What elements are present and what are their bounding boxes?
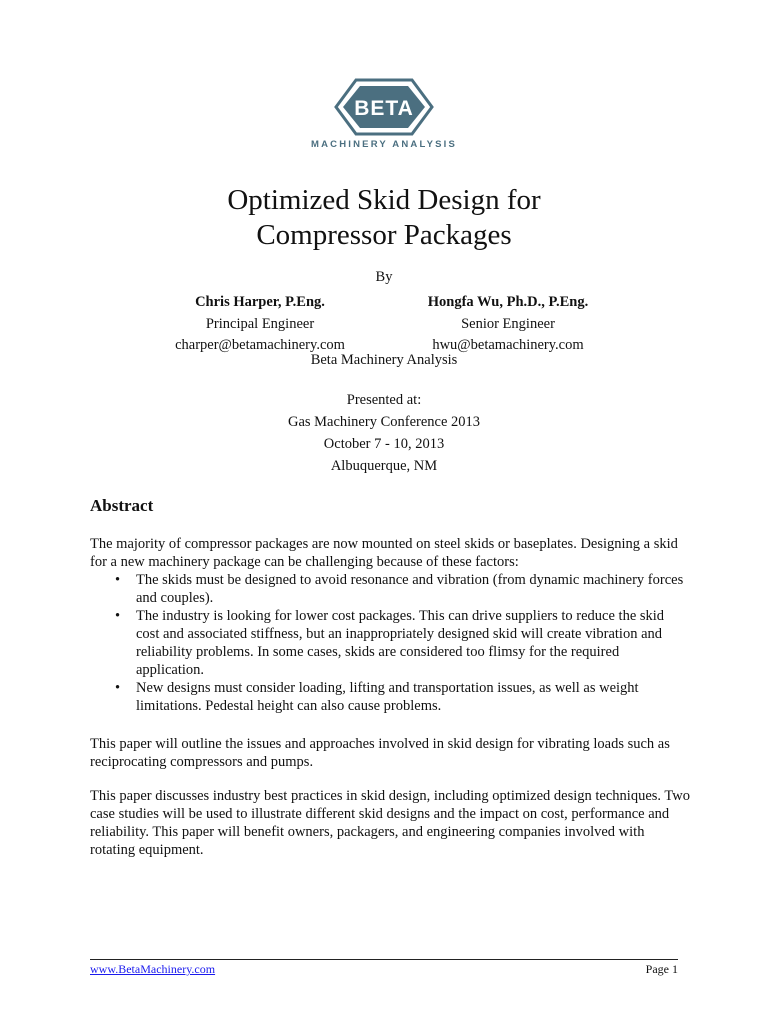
- beta-hexagon-logo-icon: [334, 78, 434, 136]
- conference-location: Albuquerque, NM: [330, 458, 438, 474]
- list-item: [90, 607, 690, 679]
- logo-tagline: MACHINERY ANALYSIS: [310, 139, 458, 150]
- company-name: Beta Machinery Analysis: [310, 352, 458, 368]
- logo-text: BETA: [354, 97, 414, 120]
- abstract-heading: Abstract: [90, 496, 154, 515]
- abstract-paragraph-2: This paper will outline the issues and approaches involved in skid design for vibrating loads such as reciprocating compressors and pumps.: [90, 736, 670, 770]
- bullet-text: The industry is looking for lower cost packages. This can drive suppliers to reduce the skid cost and associated stiffness, but an inappropriately designed skid will create vibration and reliability problems. In some cases, skids are considered too flimsy for the required application.: [136, 608, 665, 678]
- author-role: Principal Engineer: [205, 316, 315, 332]
- abstract-intro-paragraph: The majority of compressor packages are now mounted on steel skids or baseplates. Designing a skid for a new machinery package can be challenging because of these factors:: [90, 536, 678, 570]
- beta-logo: [0, 78, 768, 136]
- author-name: Chris Harper, P.Eng.: [195, 294, 325, 310]
- list-item: [90, 571, 690, 607]
- title-line-2: Compressor Packages: [256, 219, 512, 251]
- author-block: [358, 291, 658, 355]
- abstract-bullet-list: [90, 571, 690, 715]
- presented-label: Presented at:: [346, 392, 422, 408]
- author-email: charper@betamachinery.com: [175, 337, 345, 353]
- by-label: By: [375, 269, 393, 285]
- bullet-icon: •: [115, 680, 121, 696]
- conference-name: Gas Machinery Conference 2013: [287, 414, 481, 430]
- page-number: Page 1: [645, 962, 678, 976]
- abstract-paragraph-3: This paper discusses industry best practices in skid design, including optimized design techniques. Two case studies will be used to illustrate different skid designs and the impact on cost, performance and reliability. This paper will benefit owners, packagers, and engineering companies involved with rotating equipment.: [90, 788, 690, 858]
- page-title: [0, 183, 768, 253]
- title-line-1: Optimized Skid Design for: [227, 184, 541, 216]
- author-email: hwu@betamachinery.com: [432, 337, 584, 353]
- footer-divider: [90, 959, 678, 960]
- bullet-icon: •: [115, 572, 121, 588]
- bullet-text: New designs must consider loading, lifting and transportation issues, as well as weight limitations. Pedestal height can also cause problems.: [136, 680, 639, 714]
- bullet-text: The skids must be designed to avoid resonance and vibration (from dynamic machinery forces and couples).: [136, 572, 684, 606]
- author-role: Senior Engineer: [461, 316, 555, 332]
- conference-dates: October 7 - 10, 2013: [323, 436, 445, 452]
- presented-block: [0, 389, 768, 477]
- footer-website-link[interactable]: www.BetaMachinery.com: [90, 962, 216, 976]
- bullet-icon: •: [115, 608, 121, 624]
- list-item: [90, 679, 690, 715]
- author-name: Hongfa Wu, Ph.D., P.Eng.: [427, 294, 589, 310]
